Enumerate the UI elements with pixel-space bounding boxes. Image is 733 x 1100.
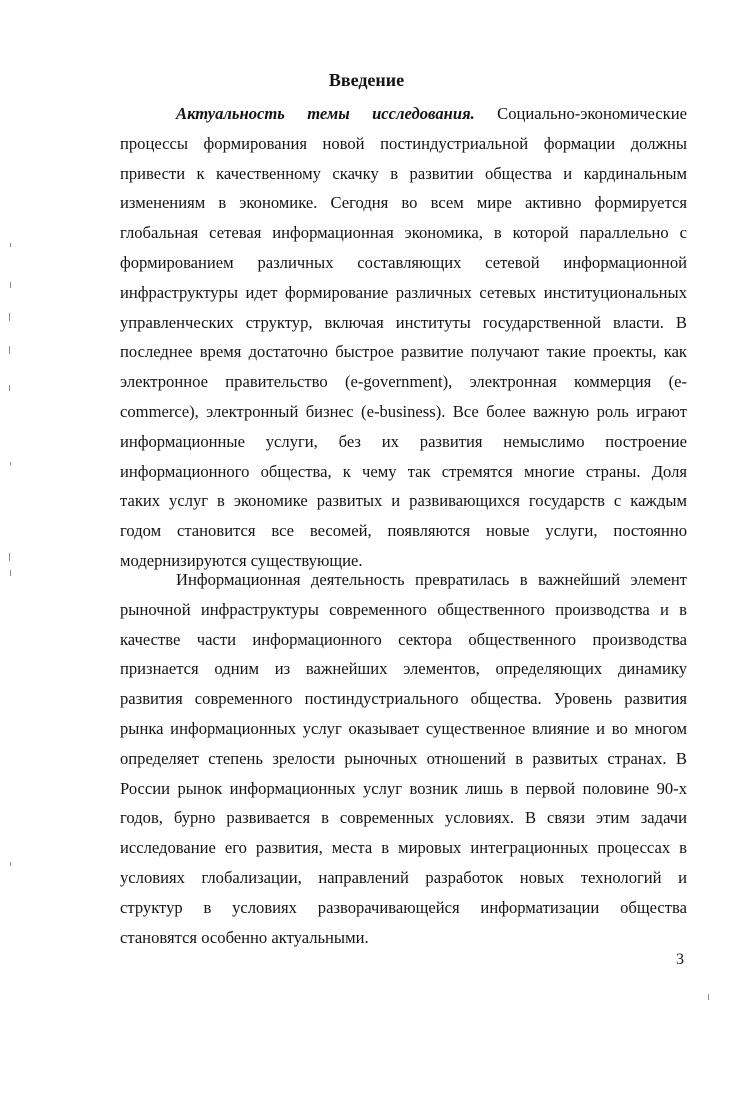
paragraph-line: структур в условиях разворачивающейся информатизации общества [120, 897, 687, 917]
paragraph-line: процессы формирования новой постиндустриальной формации должны [120, 133, 687, 153]
paragraph-line: годом становится все весомей, появляются новые услуги, постоянно [120, 521, 687, 541]
paragraph-line: качестве части информационного сектора общественного производства [120, 629, 687, 649]
paragraph-line: определяет степень зрелости рыночных отношений в развитых странах. В [120, 748, 687, 768]
scan-speck [9, 553, 10, 561]
scan-speck [708, 994, 709, 1000]
paragraph-line: Информационная деятельность превратилась в важнейший элемент [176, 570, 687, 589]
paragraph-information-activity [120, 565, 687, 952]
paragraph-lead: Актуальность темы исследования. [176, 104, 475, 123]
paragraph-line: годов, бурно развивается в современных условиях. В связи этим задачи [120, 808, 687, 828]
paragraph-line: рыночной инфраструктуры современного общественного производства и в [120, 599, 687, 619]
paragraph-line: становятся особенно актуальными. [120, 927, 369, 947]
paragraph-line: исследование его развития, места в мировых интеграционных процессах в [120, 838, 687, 858]
paragraph-line: глобальная сетевая информационная экономика, в которой параллельно с [120, 223, 687, 243]
paragraph-line: инфраструктуры идет формирование различных сетевых институциональных [120, 282, 687, 302]
paragraph-line: привести к качественному скачку в развитии общества и кардинальным [120, 163, 687, 183]
section-title: Введение [328, 70, 405, 90]
paragraph-line: Актуальность темы исследования. Социально-экономические [176, 104, 687, 123]
paragraph-line: таких услуг в экономике развитых и развивающихся государств с каждым [120, 491, 687, 511]
paragraph-line: commerce), электронный бизнес (e-business). Все более важную роль играют [120, 401, 687, 421]
paragraph-line: России рынок информационных услуг возник лишь в первой половине 90-х [120, 778, 687, 798]
paragraph-relevance [120, 99, 687, 576]
page-number: 3 [676, 951, 684, 968]
scan-speck [10, 243, 11, 247]
paragraph-line: условиях глобализации, направлений разработок новых технологий и [120, 867, 687, 887]
paragraph-line: электронное правительство (e-government), электронная коммерция (e- [120, 372, 687, 392]
paragraph-line: изменениям в экономике. Сегодня во всем мире активно формируется [120, 193, 687, 213]
paragraph-line: формированием различных составляющих сетевой информационной [120, 252, 687, 272]
scan-speck [10, 282, 11, 288]
scan-speck [10, 570, 11, 576]
paragraph-line: информационные услуги, без их развития немыслимо построение [120, 431, 687, 451]
paragraph-line: рынка информационных услуг оказывает существенное влияние и во многом [120, 718, 687, 738]
scan-speck [9, 385, 10, 391]
paragraph-line: модернизируются существующие. [120, 550, 363, 570]
scan-speck [9, 313, 10, 321]
paragraph-line: управленческих структур, включая институты государственной власти. В [120, 312, 687, 332]
paragraph-line: признается одним из важнейших элементов, определяющих динамику [120, 659, 687, 679]
scan-speck [10, 862, 11, 866]
scan-speck [9, 346, 10, 354]
paragraph-line: последнее время достаточно быстрое развитие получают такие проекты, как [120, 342, 687, 362]
paragraph-line: информационного общества, к чему так стремятся многие страны. Доля [120, 461, 687, 481]
paragraph-line: развития современного постиндустриального общества. Уровень развития [120, 689, 687, 709]
scan-speck [10, 462, 11, 465]
